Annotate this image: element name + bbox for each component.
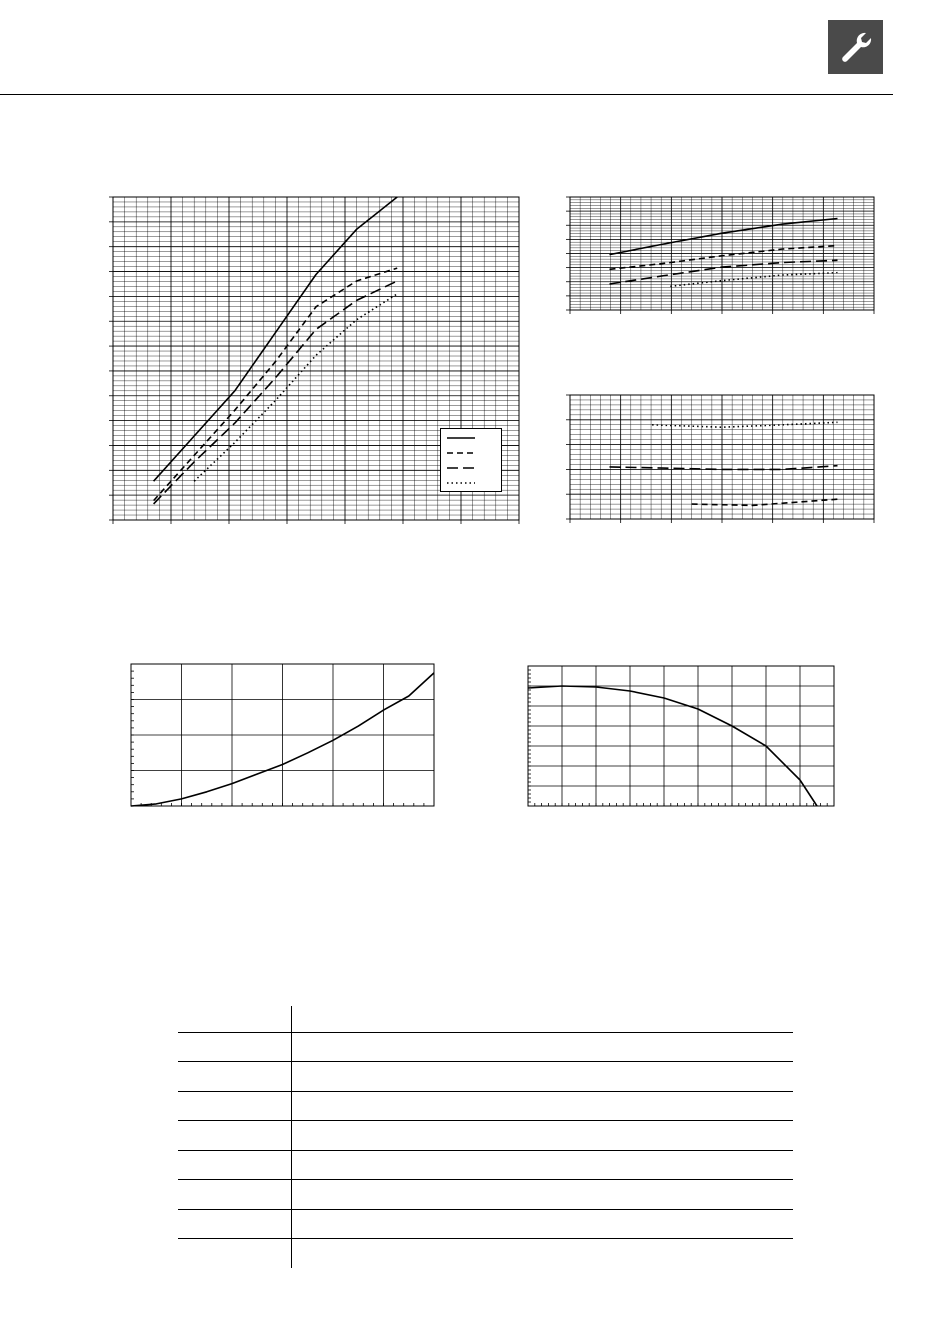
upper-right-chart: [570, 197, 874, 310]
table-row-rule: [178, 1032, 793, 1033]
wrench-badge: [828, 20, 883, 74]
table-column-divider: [291, 1006, 292, 1268]
series-line-long-dashed: [610, 260, 838, 284]
falling-curve-chart: [528, 666, 834, 806]
table-row-rule: [178, 1120, 793, 1121]
table-row-rule: [178, 1238, 793, 1239]
series-line-dotted: [194, 294, 397, 481]
table-row-rule: [178, 1091, 793, 1092]
series-line-dashed: [692, 499, 838, 505]
series-line-dotted: [670, 273, 837, 287]
table-row-rule: [178, 1209, 793, 1210]
table-row-rule: [178, 1179, 793, 1180]
table-row-rule: [178, 1061, 793, 1062]
series-line-dashed: [610, 246, 838, 270]
parameter-table: [178, 1006, 793, 1268]
series-line-long-dashed: [610, 466, 838, 470]
rising-curve-chart: [131, 664, 434, 806]
table-row-rule: [178, 1150, 793, 1151]
header-rule: [0, 94, 893, 95]
wrench-icon: [836, 27, 876, 67]
chart-legend: [440, 428, 502, 492]
lower-right-chart: [570, 395, 874, 519]
